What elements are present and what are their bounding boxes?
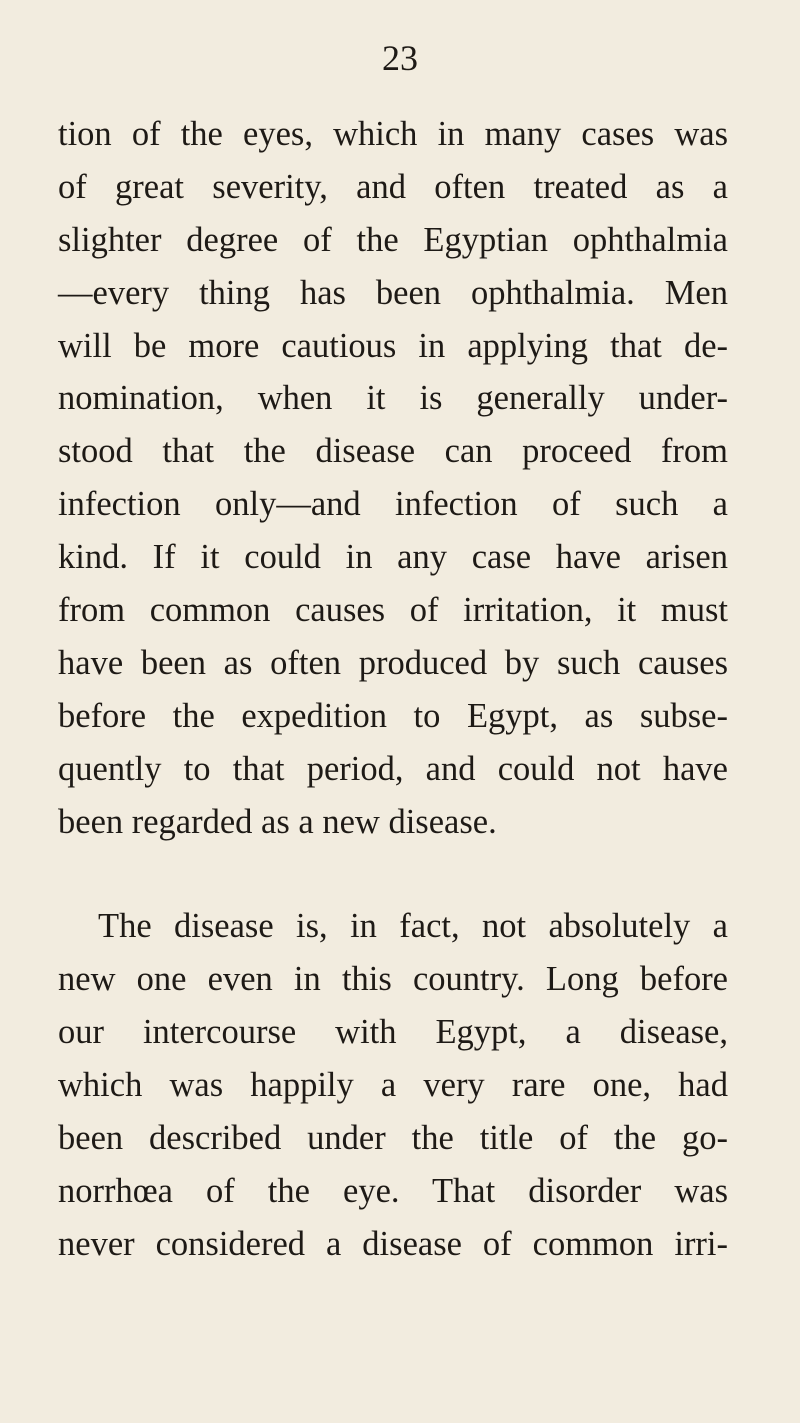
text-line: norrhœa of the eye. That disorder was <box>58 1171 728 1210</box>
text-line: have been as often produced by such causes <box>58 643 728 682</box>
text-line: nomination, when it is generally under- <box>58 379 728 418</box>
text-line: never considered a disease of common irri- <box>58 1224 728 1263</box>
text-line: new one even in this country. Long before <box>58 960 728 999</box>
text-line: quently to that period, and could not have <box>58 749 728 788</box>
text-line: stood that the disease can proceed from <box>58 432 728 471</box>
text-line: before the expedition to Egypt, as subse- <box>58 696 728 735</box>
text-line: will be more cautious in applying that de- <box>58 326 728 365</box>
page-number: 23 <box>382 38 418 78</box>
paragraph-gap <box>58 848 728 900</box>
text-line: slighter degree of the Egyptian ophthalmia <box>58 220 728 259</box>
text-line: infection only—and infection of such a <box>58 485 728 524</box>
text-line: from common causes of irritation, it must <box>58 591 728 630</box>
text-line: The disease is, in fact, not absolutely a <box>98 907 728 946</box>
paragraph <box>58 108 728 848</box>
text-line: kind. If it could in any case have arisen <box>58 538 728 577</box>
text-line: which was happily a very rare one, had <box>58 1066 728 1105</box>
text-line: of great severity, and often treated as a <box>58 167 728 206</box>
text-line: our intercourse with Egypt, a disease, <box>58 1013 728 1052</box>
body-text <box>58 108 728 1271</box>
text-line: —every thing has been ophthalmia. Men <box>58 273 728 312</box>
text-line: been regarded as a new disease. <box>58 802 497 841</box>
text-line: tion of the eyes, which in many cases was <box>58 115 728 153</box>
paragraph <box>58 900 728 1270</box>
text-line: been described under the title of the go- <box>58 1119 728 1158</box>
